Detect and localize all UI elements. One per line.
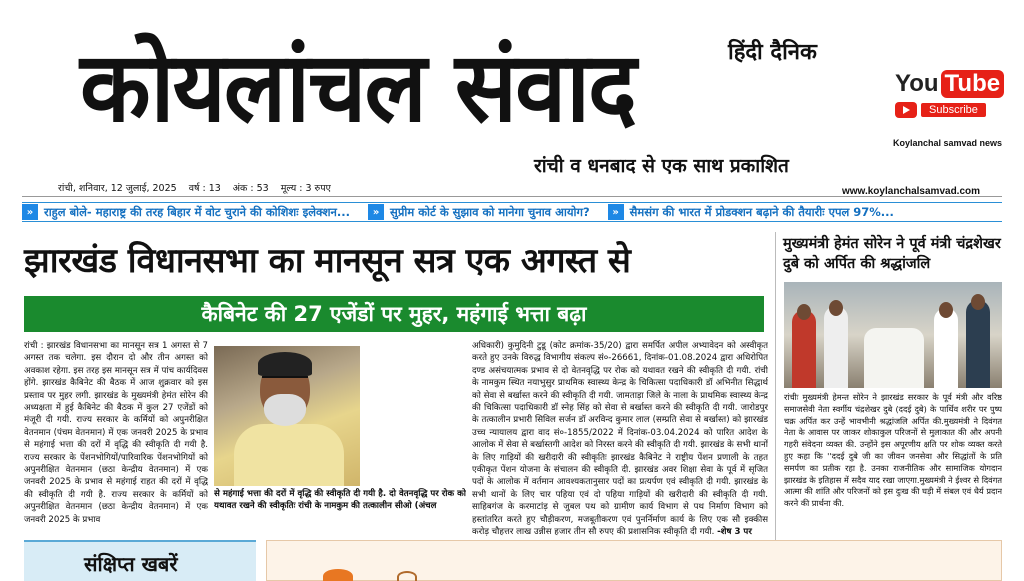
masthead (0, 0, 1024, 200)
divider (22, 196, 1002, 197)
youtube-tube-text: Tube (941, 70, 1005, 98)
ticker-item[interactable]: » सैमसंग की भारत में प्रोडक्शन बढ़ाने की तैयारीः एपल 97%... (608, 204, 894, 220)
brief-news-section (24, 540, 256, 581)
article-column-3 (472, 340, 768, 544)
emblem-icon (323, 569, 353, 581)
chief-minister-photo (214, 346, 360, 486)
article-column-2: से महंगाई भत्ता की दरों में वृद्धि की स्वीकृति दी गयी है. दो वेतनवृद्धि पर रोक को यथावत रखने की स्वीकृतिः रांची के नामकुम की तत्कालीन सीओ (अंचल (214, 489, 466, 512)
youtube-channel-name: Koylanchal samvad news (893, 138, 1003, 148)
news-ticker (22, 202, 1002, 222)
newspaper-title: कोयलांचल संवाद (80, 31, 635, 144)
ticker-item[interactable]: » राहुल बोले- महाराष्ट्र की तरह बिहार में वोट चुराने की कोशिशः इलेक्शन... (22, 204, 350, 220)
double-chevron-icon: » (368, 204, 384, 220)
main-subheadline: कैबिनेट की 27 एजेंडों पर मुहर, महंगाई भत्ता बढ़ा (24, 296, 764, 332)
column-divider (775, 232, 776, 542)
side-article-text: रांचीः मुख्यमंत्री हेमन्त सोरेन ने झारखंड सरकार के पूर्व मंत्री और वरिष्ठ समाजसेवी नेता स्वर्गीय चंद्रशेखर दुबे (ददई दुबे) के पार्थिव शरीर पर पुष्प चक्र अर्पित कर उन्हें भावभीनी श्रद्धांजलि अर्पित की.मुख्यमंत्री ने दिवंगत नेता के आवास पर जाकर शोकाकुल परिजनों से मुलाकात की और अपनी गहरी संवेदना व्यक्त की. उन्होंने इस अपूरणीय क्षति पर शोक व्यक्त करते हुए कहा कि ''ददई दुबे जी का जीवन जनसेवा और सिद्धांतों के प्रति समर्पण का प्रतीक रहा है. उनका राजनीतिक और सामाजिक योगदान झारखंड के इतिहास में सदैव याद रखा जाएगा.मुख्यमंत्री ने ईश्वर से दिवंगत आत्मा की शांति और परिजनों को इस दुःख की घड़ी में संबल एवं धैर्य प्रदान करने की प्रार्थना की. (784, 392, 1002, 509)
ticker-item[interactable]: » सुप्रीम कोर्ट के सुझाव को मानेगा चुनाव आयोग? (368, 204, 590, 220)
issue-info (58, 181, 331, 194)
tribute-photo (784, 282, 1002, 388)
play-icon (895, 102, 917, 118)
side-headline: मुख्यमंत्री हेमंत सोरेन ने पूर्व मंत्री चंद्रशेखर दुबे को अर्पित की श्रद्धांजलि (783, 236, 1001, 272)
continued-note: -शेष 3 पर (717, 527, 752, 538)
brief-news-title: संक्षिप्त खबरें (84, 552, 178, 576)
issue-number: अंक : 53 (232, 183, 269, 194)
tagline: रांची व धनबाद से एक साथ प्रकाशित (534, 155, 789, 177)
issue-price: मूल्य : 3 रुपए (280, 183, 331, 194)
website-url[interactable]: www.koylanchalsamvad.com (842, 186, 981, 197)
emblem-icon (397, 571, 417, 581)
subscribe-button[interactable]: Subscribe (921, 103, 986, 117)
article-column-1: रांची : झारखंड विधानसभा का मानसून सत्र 1 अगस्त से 7 अगस्त तक चलेगा. इस दौरान दो और तीन अगस्त को अवकाश रहेगा. इस तरह इस मानसून सत्र में पांच कार्यदिवस होंगे. झारखंड कैबिनेट की बैठक में आज शुक्रवार को इस प्रस्ताव पर मुहर लगी. झारखंड के मुख्यमंत्री हेमंत सोरेन की अध्यक्षता में हुई कैबिनेट की बैठक में कुल 27 एजेंडों को मंजूरी दी गयी. राज्य सरकार के कर्मियों को अपुनरीक्षित वेतनमान (पंचम वेतनमान) में एक जनवरी 2025 के प्रभाव से महंगाई भत्ता की दरों में वृद्धि की स्वीकृति दी गयी है. राज्य सरकार के पेंशनभोगियों/पारिवारिक पेंशनभोगियों को अपुनरीक्षित वेतनमान (छठा केन्द्रीय वेतनमान) में एक जनवरी 2025 के प्रभाव से महंगाई राहत की दरों में वृद्धि की स्वीकृति दी गयी है. राज्य सरकार के कर्मियों को अपुनरीक्षित वेतनमान (छठा केन्द्रीय वेतनमान) में एक जनवरी 2025 के प्रभाव (24, 341, 208, 525)
double-chevron-icon: » (608, 204, 624, 220)
main-headline: झारखंड विधानसभा का मानसून सत्र एक अगस्त से (24, 241, 631, 281)
issue-date: रांची, शनिवार, 12 जुलाई, 2025 (58, 183, 177, 194)
advertisement-banner[interactable] (266, 540, 1002, 581)
youtube-logo[interactable] (895, 70, 1001, 98)
youtube-widget[interactable] (895, 70, 1001, 118)
hindi-daily-label: हिंदी दैनिक (728, 39, 817, 65)
youtube-you-text: You (895, 70, 939, 97)
double-chevron-icon: » (22, 204, 38, 220)
issue-year: वर्ष : 13 (188, 183, 221, 194)
article-body-continued: अधिकारी) कुमुदिनी टुडू (कोट क्रमांक-35/20) द्वारा समर्पित अपील अभ्यावेदन को अस्वीकृत करते हुए उनके विरुद्ध विभागीय संकल्प सं०-26661, दिनांक-01.08.2024 द्वारा अधिरोपित दण्ड असंचयात्मक प्रभाव से दो वेतनवृद्धि पर रोक को यथावत रखने की स्वीकृति दी गयी. रांची के नामकुम स्थित नयाभुसुर प्राथमिक स्वास्थ्य केन्द्र के चिकित्सा पदाधिकारी डॉ अभिनीत सिद्धार्थ को सेवा से बर्खास्त करने की स्वीकृति दी गयी. जामताड़ा जिले के नाला के प्राथमिक स्वास्थ्य केन्द्र की चिकित्सा पदाधिकारी डॉ स्नेह सिंह को सेवा से बर्खास्त करने की स्वीकृति दी गयी. जारोडपुर के तत्कालीन प्रभारी सिविल सर्जन डॉ अरविन्द कुमार लाल (सम्प्रति सेवा से बर्खास्त) को झारखंड उच्च न्यायालय द्वारा वाद सं०-1855/2022 में दिनांक-03.04.2024 को पारित आदेश के आलोक में सेवा से बर्खास्तगी आदेश को निरस्त करने की स्वीकृति दी गयी. झारखंड के सभी थानों के लिए गाड़ियों की खरीदारी की स्वीकृतिः झारखंड कैबिनेट ने राष्ट्रीय पेंशन प्रणाली के तहत एकीकृत पेंशन योजना के संचालन की स्वीकृति दी. झारखंड अवर शिक्षा सेवा के पूर्व में सृजित पदों के आलोक में वर्तमान आवश्यकतानुसार पदों का प्रत्यर्पण एवं स्वीकृति दी गयी. झारखंड के सभी थानों के लिए चार पहिया एवं दो पहिया गाड़ियों की खरीदारी की स्वीकृति दी गयी. साहिबगंज के करमाटांड़ से जुबल पथ को ग्रामीण कार्य विभाग से पथ निर्माण विभाग को हस्तांतरित करते हुए चौड़ीकरण, मजबूतीकरण एवं पुनर्निर्माण कार्य के लिए एक सौ इक्कीस करोड़ चौहत्तर लाख उन्नीस हजार तीन सौ रुपए की प्रशासनिक स्वीकृति दी गयी. (472, 341, 768, 538)
